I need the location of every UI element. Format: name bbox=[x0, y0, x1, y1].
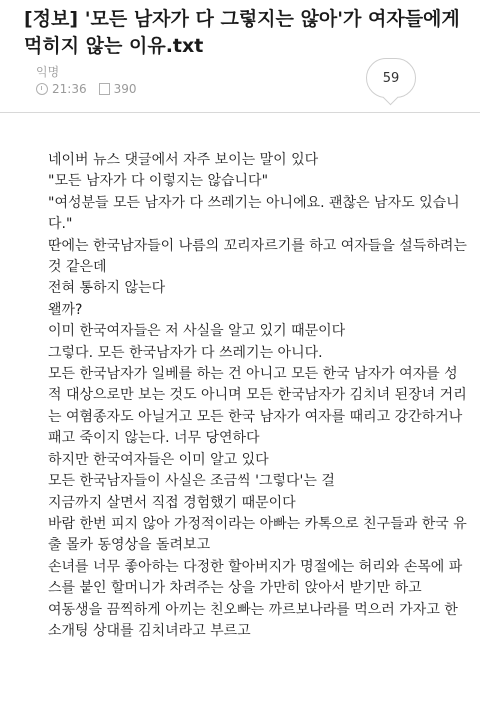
view-count: 390 bbox=[113, 82, 137, 96]
author-name[interactable]: 익명 bbox=[36, 65, 60, 79]
body-line: 바람 한번 피지 않아 가정적이라는 아빠는 카톡으로 친구들과 한국 유출 몰카 동영상을 돌려보고 bbox=[48, 515, 467, 554]
body-line: 하지만 한국여자들은 이미 알고 있다 bbox=[48, 451, 269, 468]
comment-count: 59 bbox=[382, 70, 400, 86]
views-icon bbox=[99, 83, 110, 95]
post-time: 21:36 bbox=[52, 82, 87, 96]
body-line: 네이버 뉴스 댓글에서 자주 보이는 말이 있다 bbox=[48, 152, 319, 168]
post-title: [정보] '모든 남자가 다 그렇지는 않아'가 여자들에게 먹히지 않는 이유.txt bbox=[24, 8, 460, 57]
body-line: 이미 한국여자들은 저 사실을 알고 있기 때문이다 bbox=[48, 323, 346, 340]
body-line: 왤까? bbox=[48, 301, 83, 318]
body-line: 손녀를 너무 좋아하는 다정한 할아버지가 명절에는 허리와 손목에 파스를 붙인 할머니가 차려주는 상을 가만히 앉아서 받기만 하고 bbox=[48, 558, 463, 597]
body-line: "모든 남자가 다 이렇지는 않습니다" bbox=[48, 173, 269, 190]
post-header bbox=[0, 0, 480, 113]
post-body bbox=[48, 150, 468, 642]
post-meta bbox=[36, 82, 137, 96]
body-line: 여동생을 끔찍하게 아끼는 친오빠는 까르보나라를 먹으러 가자고 한 소개팅 상대를 김치녀라고 부르고 bbox=[48, 601, 458, 639]
body-line: 딴에는 한국남자들이 나름의 꼬리자르기를 하고 여자들을 설득하려는 것 같은데 bbox=[48, 237, 467, 276]
body-line: "여성분들 모든 남자가 다 쓰레기는 아니에요. 괜찮은 남자도 있습니다." bbox=[48, 194, 460, 233]
body-line: 지금까지 살면서 직접 경험했기 때문이다 bbox=[48, 494, 296, 511]
body-line: 전혀 통하지 않는다 bbox=[48, 280, 166, 297]
body-line: 모든 한국남자가 일베를 하는 건 아니고 모든 한국 남자가 여자를 성적 대상으로만 보는 것도 아니며 모든 한국남자가 김치녀 된장녀 거리는 여혐종자도 아닐거고 모든 한국 남자가 여자를 때리고 강간하거나 패고 죽이지 않는다. 너무 당연하다 bbox=[48, 366, 467, 447]
comment-count-button[interactable] bbox=[366, 58, 416, 98]
body-line: 그렇다. 모든 한국남자가 다 쓰레기는 아니다. bbox=[48, 344, 323, 361]
body-line: 모든 한국남자들이 사실은 조금씩 '그렇다'는 걸 bbox=[48, 473, 335, 490]
clock-icon bbox=[36, 83, 48, 95]
